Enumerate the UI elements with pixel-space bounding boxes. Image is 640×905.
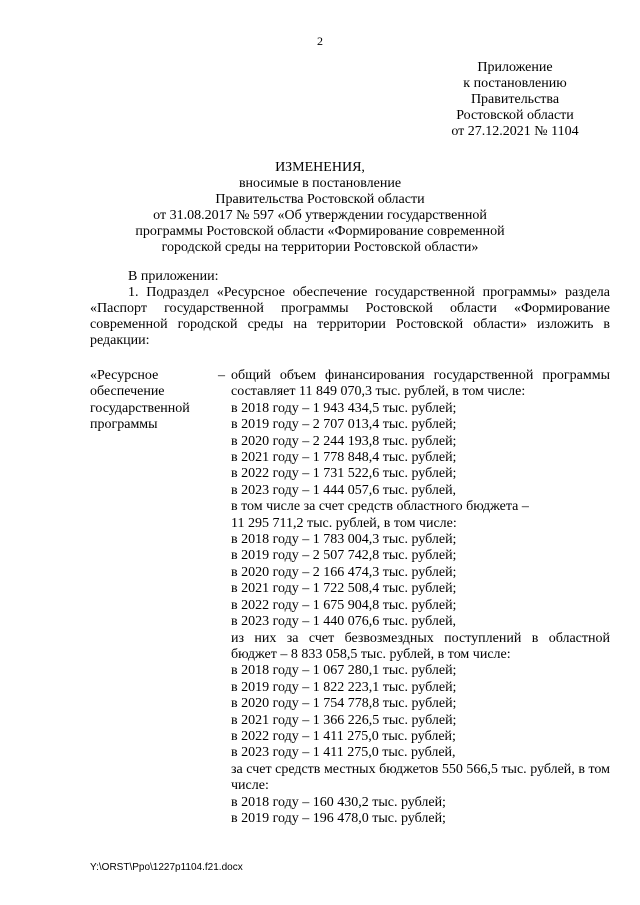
year-line: в 2018 году – 1 067 280,1 тыс. рублей;: [231, 663, 457, 679]
year-line: в 2018 году – 1 943 434,5 тыс. рублей;: [231, 400, 457, 416]
year-line: в 2021 году – 1 722 508,4 тыс. рублей;: [231, 581, 457, 597]
year-line: в 2022 году – 1 411 275,0 тыс. рублей;: [231, 728, 456, 744]
appendix-line: Ростовской области: [456, 108, 574, 123]
title-line: Правительства Ростовской области: [215, 192, 425, 207]
year-line: в 2020 году – 1 754 778,8 тыс. рублей;: [231, 696, 457, 712]
year-line: в 2023 году – 1 444 057,6 тыс. рублей,: [231, 482, 457, 498]
title-line: вносимые в постановление: [238, 176, 402, 191]
title-line: программы Ростовской области «Формирование современной: [135, 224, 505, 239]
appendix-line: к постановлению: [463, 76, 567, 91]
year-line: в 2023 году – 1 440 076,6 тыс. рублей,: [231, 614, 457, 630]
document-title: [110, 160, 530, 256]
local-funding-text: за счет средств местных бюджетов 550 566,5 тыс. рублей, в том числе:: [231, 761, 610, 794]
paragraph-1: 1. Подраздел «Ресурсное обеспечение государственной программы» раздела «Паспорт государственной программы Ростовской области «Формирование современной городской среды на территории Ростовской области» изложить в редакции:: [90, 285, 610, 348]
year-line: в 2021 году – 1 366 226,5 тыс. рублей;: [231, 712, 457, 728]
year-line: в 2021 году – 1 778 848,4 тыс. рублей;: [231, 450, 457, 466]
intro-line: В приложении:: [128, 269, 219, 284]
grants-funding-text: из них за счет безвозмездных поступлений в областной бюджет – 8 833 058,5 тыс. рублей, в том числе:: [231, 630, 610, 662]
regional-funding-total: 11 295 711,2 тыс. рублей, в том числе:: [231, 515, 457, 531]
body-text: [90, 269, 610, 349]
year-line: в 2019 году – 2 507 742,8 тыс. рублей;: [231, 548, 457, 564]
appendix-line: Приложение: [477, 60, 553, 75]
year-line: в 2020 году – 2 166 474,3 тыс. рублей;: [231, 564, 457, 580]
year-line: в 2020 году – 2 244 193,8 тыс. рублей;: [231, 433, 457, 449]
year-line: в 2023 году – 1 411 275,0 тыс. рублей,: [231, 745, 456, 761]
year-line: в 2018 году – 1 783 004,3 тыс. рублей;: [231, 532, 457, 548]
year-line: в 2022 году – 1 675 904,8 тыс. рублей;: [231, 597, 457, 613]
year-line: в 2019 году – 1 822 223,1 тыс. рублей;: [231, 679, 457, 695]
title-line: городской среды на территории Ростовской области»: [161, 240, 479, 255]
resource-dash: –: [218, 368, 225, 383]
title-line: ИЗМЕНЕНИЯ,: [275, 160, 365, 175]
resource-values: [231, 368, 610, 827]
appendix-line: от 27.12.2021 № 1104: [451, 124, 579, 139]
total-funding-text: общий объем финансирования государственной программы составляет 11 849 070,3 тыс. рублей, в том числе:: [231, 368, 610, 400]
title-line: от 31.08.2017 № 597 «Об утверждении государственной: [153, 208, 487, 223]
appendix-line: Правительства: [470, 92, 560, 107]
resource-label: «Ресурсное обеспечение государственной программы: [90, 368, 190, 433]
year-line: в 2022 году – 1 731 522,6 тыс. рублей;: [231, 466, 457, 482]
appendix-header: [440, 60, 590, 140]
file-path-footer: Y:\ORST\Ppo\1227p1104.f21.docx: [90, 862, 243, 873]
year-line: в 2019 году – 196 478,0 тыс. рублей;: [231, 810, 446, 826]
regional-funding-text: в том числе за счет средств областного бюджета –: [231, 499, 529, 515]
page-number: 2: [317, 34, 323, 48]
year-line: в 2019 году – 2 707 013,4 тыс. рублей;: [231, 417, 457, 433]
year-line: в 2018 году – 160 430,2 тыс. рублей;: [231, 794, 446, 810]
